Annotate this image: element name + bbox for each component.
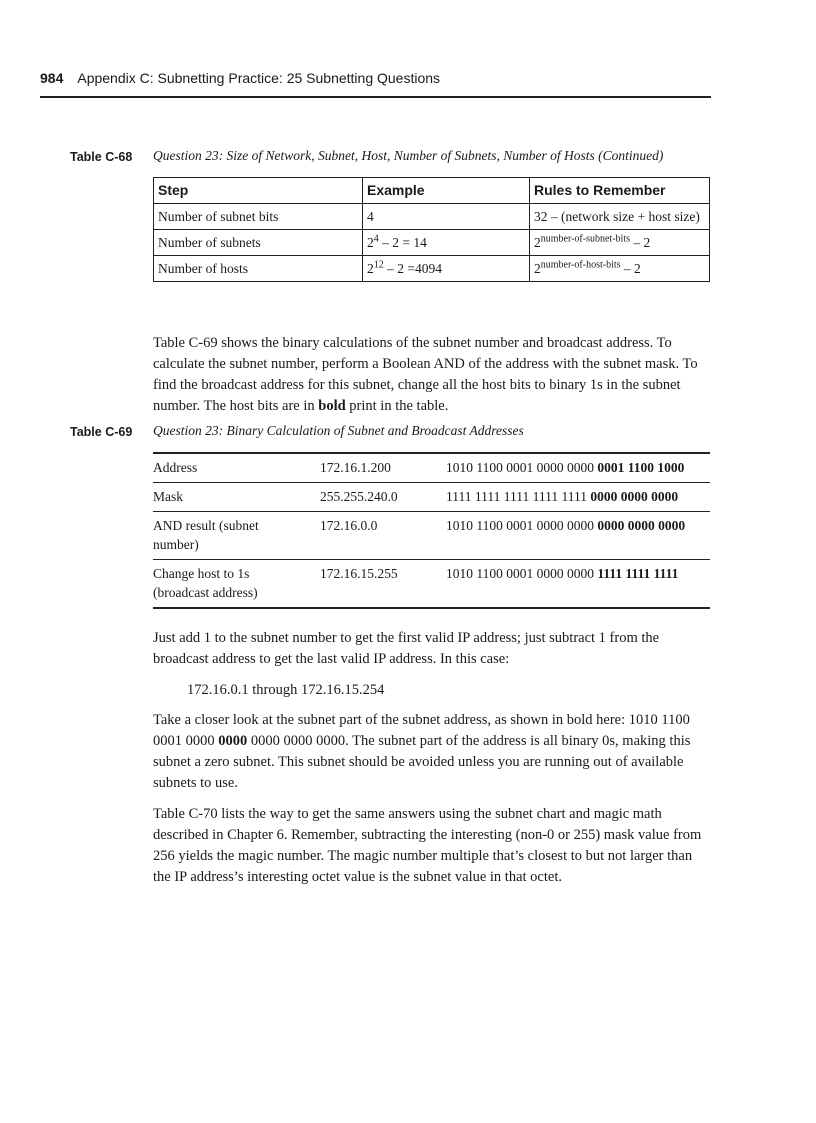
base: 2 [367,261,374,276]
cell: Change host to 1s (broadcast address) [153,566,258,600]
address-range: 172.16.0.1 through 172.16.15.254 [187,682,385,698]
base: 2 [534,235,541,250]
exponent: 12 [373,259,384,271]
header-rule [40,96,711,98]
rest: – 2 = 14 [378,235,427,250]
table-row [154,256,710,282]
text: Take a closer look at the subnet part of the subnet address, as shown in bold here: 1010 1100 0001 0000 [153,712,690,749]
bold-text: 0000 0000 0000 [597,518,686,533]
text: 1010 1100 0001 0000 0000 [446,566,598,581]
cell: AND result (subnet number) [153,512,320,560]
rest: – 2 =4094 [383,261,442,276]
text: 1010 1100 0001 0000 0000 [446,518,598,533]
rest: – 2 [629,235,651,250]
rest: – 2 [620,261,641,276]
table-row [153,560,710,609]
exponent: number-of-host-bits [540,259,621,271]
table-c68-caption: Question 23: Size of Network, Subnet, Host, Number of Subnets, Number of Hosts (Continued) [153,148,664,163]
col-header: Example [363,178,530,204]
page-header [40,70,440,86]
cell [363,256,530,282]
text: print in the table. [345,398,449,414]
base: 2 [534,261,541,276]
cell: Number of subnet bits [154,204,363,230]
cell [446,560,710,609]
table-c69-caption: Question 23: Binary Calculation of Subnet and Broadcast Addresses [153,423,524,438]
table-row [153,512,710,560]
cell [446,453,710,483]
col-header: Step [154,178,363,204]
page-number: 984 [40,70,64,86]
cell: Number of subnets [154,230,363,256]
exponent: number-of-subnet-bits [540,233,630,245]
table-c68-label: Table C-68 [70,150,133,164]
text: Table C-69 shows the binary calculations of the subnet number and broadcast address. To calculate the subnet number, perform a Boolean AND of the address with the subnet mask. To find the broadcast address for this subnet, change all the host bits to binary 1s in the subnet number. The host bits are in [153,335,698,414]
bold-text: bold [318,398,346,414]
base: 2 [367,235,374,250]
text: 0000 0000 0000. The subnet part of the address is all binary 0s, making this subnet a zero subnet. This subnet should be avoided unless you are running out of available subnets to use. [153,733,691,791]
table-row [154,230,710,256]
col-header: Rules to Remember [530,178,710,204]
cell [530,256,710,282]
exponent: 4 [373,233,379,245]
bold-text: 0001 1100 1000 [597,460,685,475]
cell: Address [153,453,320,483]
paragraph [153,333,713,417]
table-c69 [153,452,710,609]
cell [530,230,710,256]
cell: 172.16.0.0 [320,512,446,560]
cell [446,512,710,560]
bold-text: 0000 0000 0000 [590,489,679,504]
cell: 4 [363,204,530,230]
bold-text: 0000 [218,733,248,749]
cell: 32 – (network size + host size) [530,204,710,230]
table-row [153,453,710,483]
table-header-row [154,178,710,204]
cell: Mask [153,483,320,512]
table-row [154,204,710,230]
table-c69-label: Table C-69 [70,425,133,439]
cell: Number of hosts [154,256,363,282]
running-title: Appendix C: Subnetting Practice: 25 Subnetting Questions [77,70,441,86]
cell: 172.16.15.255 [320,566,398,581]
paragraph: Table C-70 lists the way to get the same answers using the subnet chart and magic math described in Chapter 6. Remember, subtracting the interesting (non-0 or 255) mask value from 256 yields the magic number. The magic number multiple that’s closest to but not larger than the IP address’s interesting octet value is the subnet value in that octet. [153,806,702,885]
cell: 255.255.240.0 [320,483,446,512]
cell [363,230,530,256]
text: 1010 1100 0001 0000 0000 [446,460,598,475]
cell: 172.16.1.200 [320,453,446,483]
paragraph: Just add 1 to the subnet number to get the first valid IP address; just subtract 1 from the broadcast address to get the last valid IP address. In this case: [153,630,660,667]
table-row [153,483,710,512]
cell [446,483,710,512]
bold-text: 1111 1111 1111 [597,566,679,581]
table-c68 [153,177,710,282]
paragraph [153,710,713,794]
text: 1111 1111 1111 1111 1111 [446,489,591,504]
